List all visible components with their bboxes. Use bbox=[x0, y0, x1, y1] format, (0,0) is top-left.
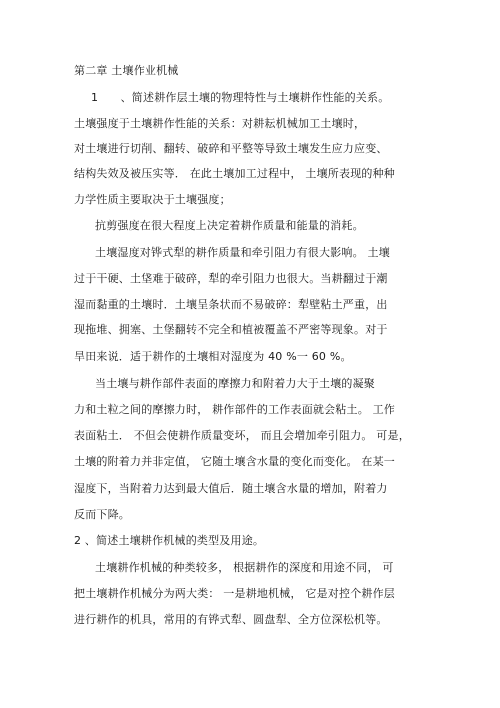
paragraph-line: 力学性质主要取决于土壤强度； bbox=[74, 193, 231, 206]
paragraph-line: 土壤的附着力并非定值， 它随土壤含水量的变化而变化。 在某一 bbox=[74, 455, 395, 468]
paragraph-line: 湿度下，当附着力达到最大值后．随土壤含水量的增加，附着力 bbox=[74, 482, 388, 495]
paragraph-line: 现拖堆、拥塞、土堡翻转不完全和植被覆盖不严密等现象。对于 bbox=[74, 323, 388, 336]
paragraph-line: 对土壤进行切削、翻转、破碎和平整等导致土壤发生应力应变、 bbox=[74, 142, 388, 155]
paragraph-line: 当土壤与耕作部件表面的摩擦力和附着力大于土壤的凝聚 bbox=[95, 377, 375, 390]
question-1-heading: 1 、简述耕作层土壤的物理特性与土壤耕作性能的关系。 bbox=[91, 91, 390, 104]
paragraph-line: 力和土粒之间的摩擦力时， 耕作部件的工作表面就会粘土。 工作 bbox=[74, 403, 395, 416]
paragraph-line: 旱田来说．适于耕作的土壤相对湿度为 40 %一 60 %。 bbox=[74, 350, 352, 363]
paragraph-line: 过于干硬、土垡难于破碎，犁的牵引阻力也很大。当耕翻过于潮 bbox=[74, 272, 388, 285]
paragraph-line: 湿而黏重的土壤时．土壤呈条状而不易破碎：犁壁粘土严重，出 bbox=[74, 298, 388, 311]
question-2-heading: 2 、简述土壤耕作机械的类型及用途。 bbox=[74, 534, 265, 547]
paragraph-line: 土壤湿度对铧式犁的耕作质量和牵引阻力有很大影响。 土壤 bbox=[95, 246, 390, 259]
paragraph-line: 表面粘土． 不但会使耕作质量变坏， 而且会增加牵引阻力。 可是， bbox=[74, 429, 410, 442]
paragraph-line: 反而下降。 bbox=[74, 508, 130, 521]
paragraph-line: 结构失效及被压实等． 在此土壤加工过程中， 土壤所表现的种种 bbox=[74, 167, 395, 180]
paragraph-line: 进行耕作的机具，常用的有铧式犁、圆盘犁、全方位深松机等。 bbox=[74, 613, 388, 626]
paragraph-line: 把土壤耕作机械分为两大类： 一是耕地机械， 它是对控个耕作层 bbox=[74, 587, 395, 600]
paragraph-line: 土壤耕作机械的种类较多， 根据耕作的深度和用途不同， 可 bbox=[95, 561, 394, 574]
paragraph-line: 土壤强度于土壤耕作性能的关系：对耕耘机械加工土壤时， bbox=[74, 117, 366, 130]
paragraph-line: 抗剪强度在很大程度上决定着耕作质量和能量的消耗。 bbox=[95, 219, 364, 232]
chapter-title: 第二章 土壤作业机械 bbox=[74, 64, 179, 77]
